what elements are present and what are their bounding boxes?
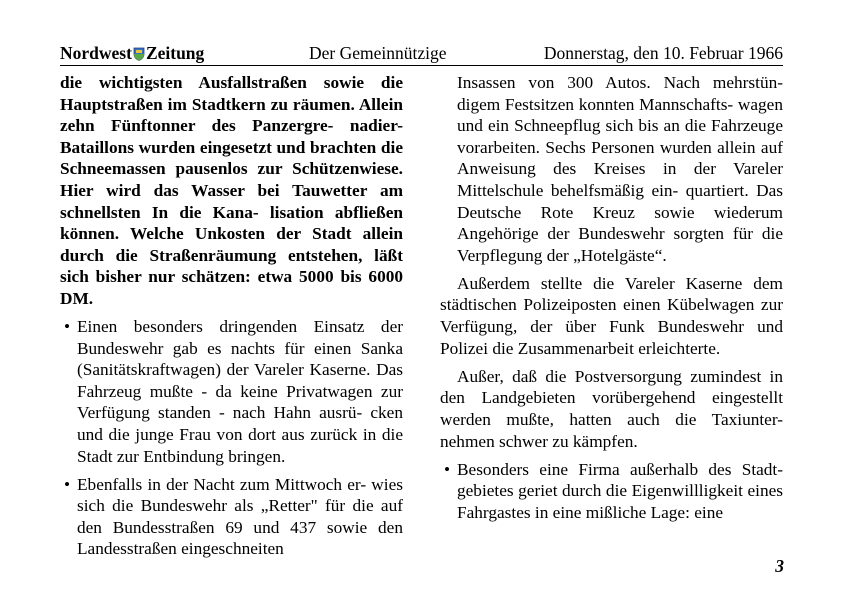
continuation-paragraph: Insassen von 300 Autos. Nach mehrstün- digem Festsitzen konnten Mannschafts- wagen und ein Schneepflug sich bis an die Fahrzeuge vorarbeiten. Sechs Personen wurden allein auf Anweisung des Kreises in der Vareler Mittelschule behelfsmäßig ein- quartiert. Das Deutsche Rote Kreuz sowie wiederum Angehörige der Bundeswehr sorgten für die Verpflegung der „Hotelgäste“. [457,73,783,265]
paragraph-2: Außerdem stellte die Vareler Kaserne dem städtischen Polizeiposten einen Kübelwagen zur Verfügung, der über Funk Bundeswehr und Polizei die Zusammenarbeit erleichterte. [440,273,783,358]
bullet-item-1 [60,316,403,467]
coat-of-arms-icon [133,47,145,61]
bullet-item-3 [440,459,783,524]
bullet-text-2: Ebenfalls in der Nacht zum Mittwoch er- wies sich die Bundeswehr als „Retter" für die auf den Bundesstraßen 69 und 437 sowie den Landesstraßen eingeschneiten [77,474,403,559]
issue-date: Donnerstag, den 10. Februar 1966 [543,43,783,63]
page-number: 3 [775,556,784,576]
lead-paragraph: die wichtigsten Ausfallstraßen sowie die Hauptstraßen im Stadtkern zu räumen. Allein zehn Fünftonner des Panzergre- nadier-Bataillons wurden eingesetzt und brachten die Schneemassen pausenlos zur Schützenwiese. Hier wird das Wasser bei Tauwetter am schnellsten In die Kana- lisation abfließen können. Welche Unkosten der Stadt allein durch die Straßenräumung entstehen, läßt sich bisher nur schätzen: etwa 5000 bis 6000 DM. [60,73,403,308]
bullet-text-1: Einen besonders dringenden Einsatz der Bundeswehr gab es nachts für einen Sanka (Sanitätskraftwagen) der Vareler Kaserne. Das Fahrzeug mußte - da keine Privatwagen zur Verfügung standen - nach Hahn ausrü- cken und die junge Frau von dort aus zurück in die Stadt zur Entbindung bringen. [77,317,403,466]
page-header [60,42,783,64]
paragraph-3: Außer, daß die Postversorgung zumindest in den Landgebieten vorübergehend eingestellt werden mußte, hatten auch die Taxiunter- nehmen schwer zu kämpfen. [440,366,783,451]
bullet-icon: • [64,474,71,494]
left-column [60,72,403,567]
bullet-item-2 [60,474,403,560]
bullet-text-3: Besonders eine Firma außerhalb des Stadt- gebietes geriet durch die Eigenwillligkeit eines Fahrgastes in eine mißliche Lage: eine [457,459,783,522]
header-rule [60,65,783,66]
right-column [440,72,783,530]
publication-name-part-2: Zeitung [145,43,205,63]
publication-name-part-1: Nordwest [60,43,132,63]
section-title: Der Gemeinnützige [309,43,447,63]
bullet-icon: • [444,459,451,479]
bullet-icon: • [64,317,71,337]
publication-name [60,42,204,64]
